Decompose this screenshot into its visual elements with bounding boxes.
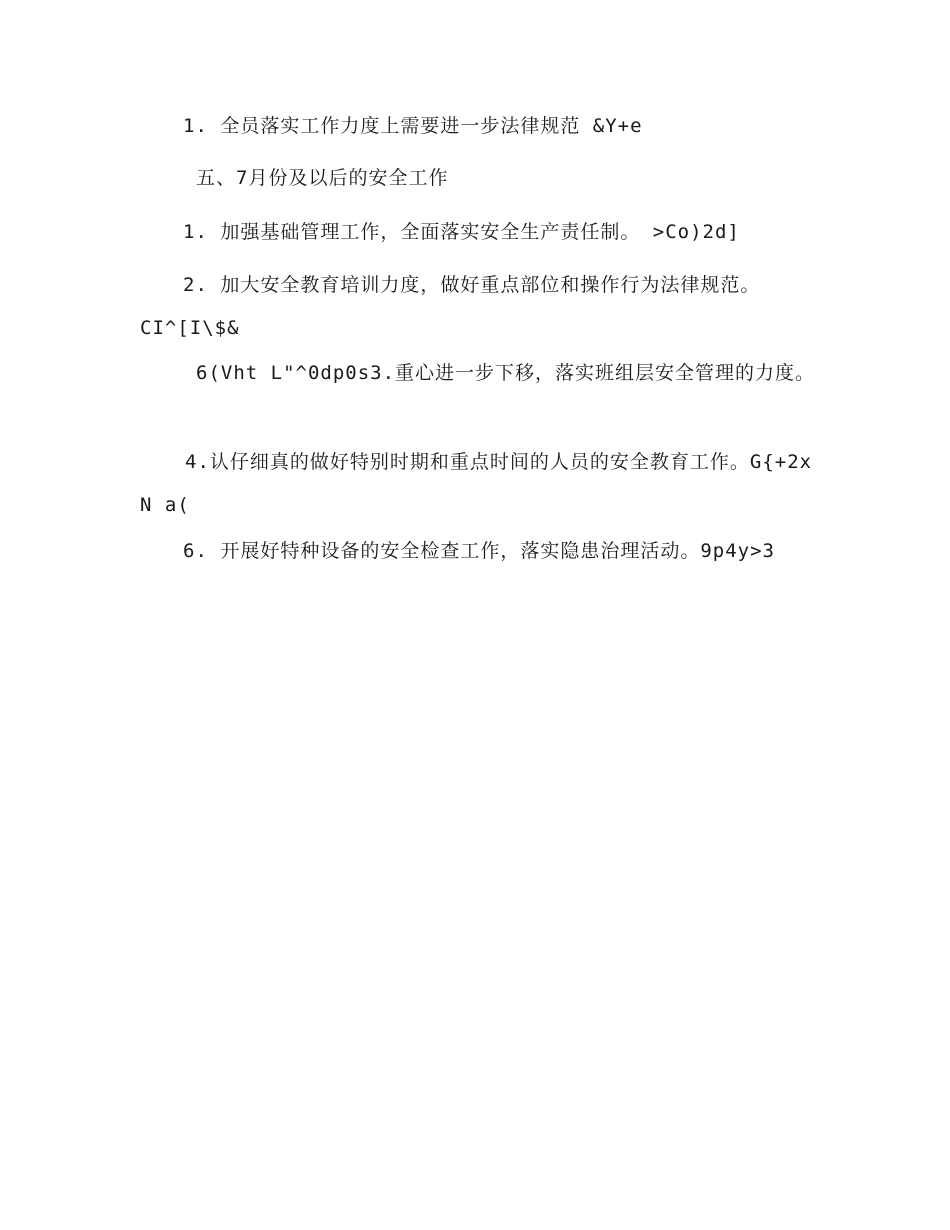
paragraph-7: 6. 开展好特种设备的安全检查工作，落实隐患治理活动。9p4y>3 xyxy=(183,540,775,562)
paragraph-4: 2. 加大安全教育培训力度，做好重点部位和操作行为法律规范。CI^[I\$& xyxy=(140,274,761,339)
paragraph-6: 4.认仔细真的做好特别时期和重点时间的人员的安全教育工作。G{+2x N a( xyxy=(140,451,825,516)
paragraph-5: 6(Vht L"^0dp0s3.重心进一步下移，落实班组层安全管理的力度。 xyxy=(196,362,816,384)
section-heading: 五、7月份及以后的安全工作 xyxy=(196,167,449,189)
paragraph-3: 1. 加强基础管理工作，全面落实安全生产责任制。 >Co)2d] xyxy=(183,221,740,243)
paragraph-1: 1. 全员落实工作力度上需要进一步法律规范 &Y+e xyxy=(183,115,643,137)
